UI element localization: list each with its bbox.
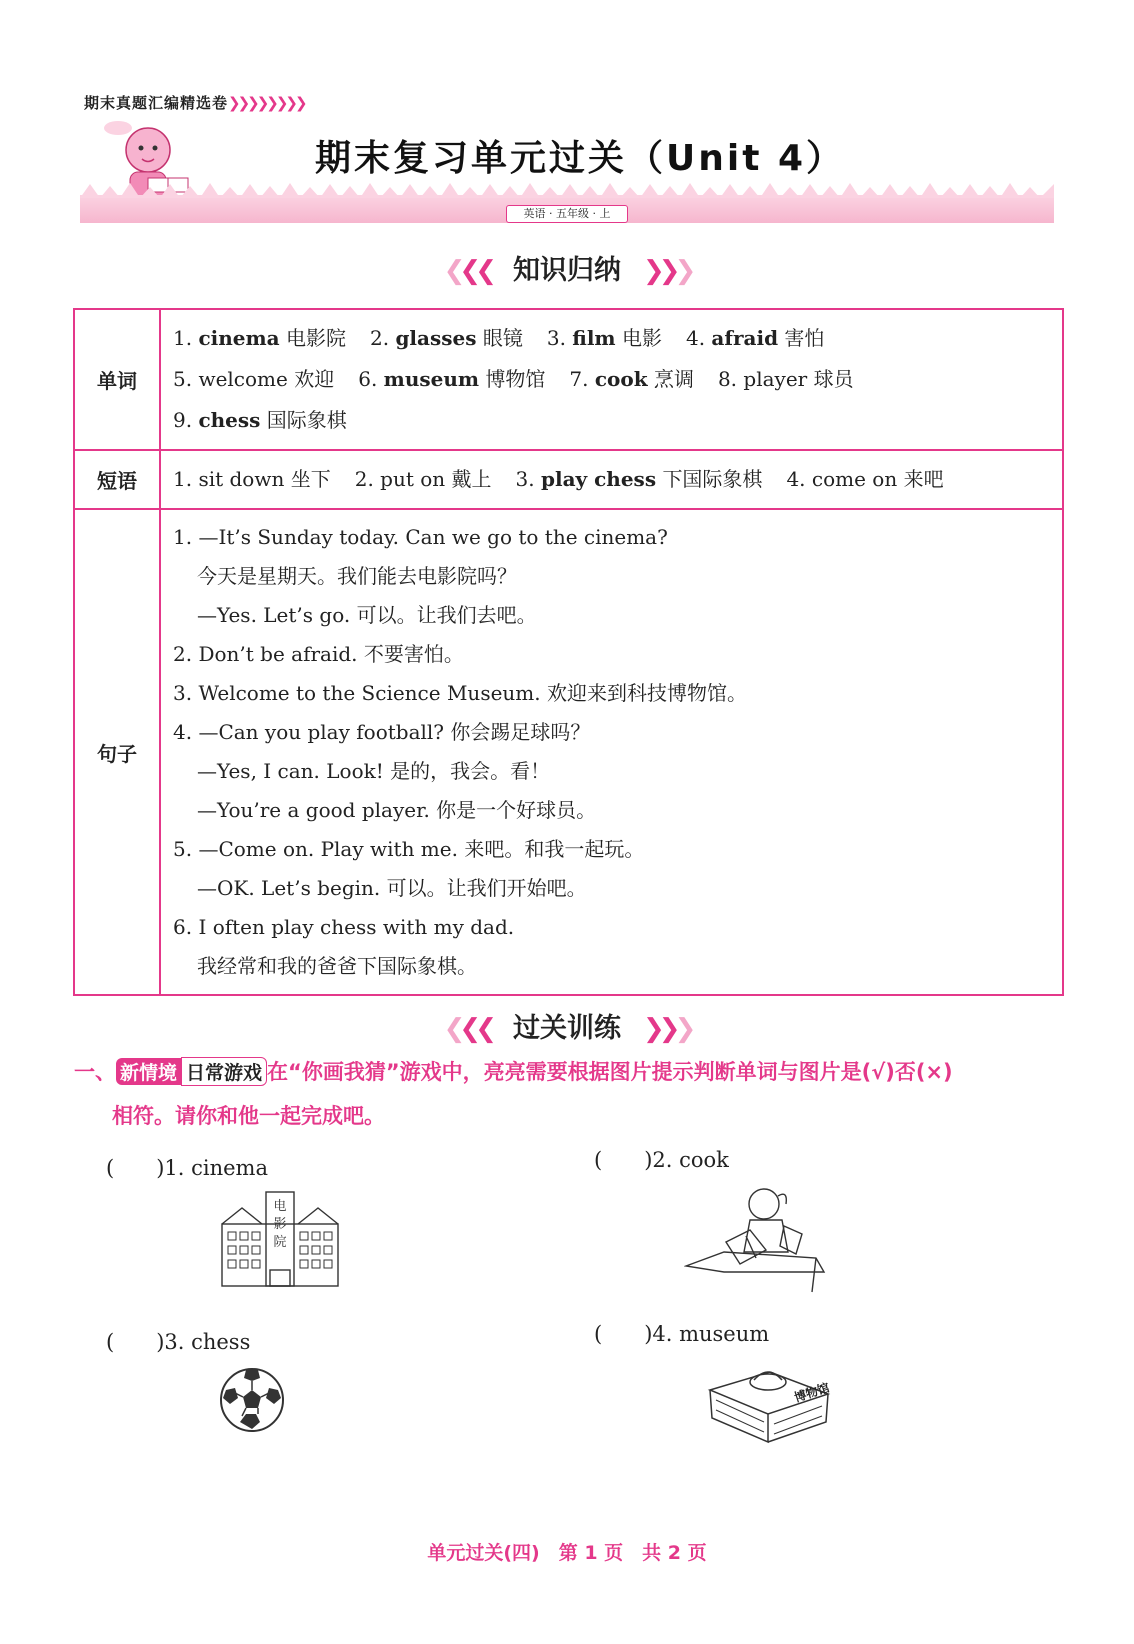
- words-line: [173, 359, 1050, 400]
- phrases-content: [160, 450, 1063, 509]
- words-number: 3.: [546, 326, 566, 350]
- words-chinese: 电影院: [285, 326, 346, 350]
- words-english: cook: [594, 367, 648, 391]
- words-english: cinema: [198, 326, 280, 350]
- cinema-sign-char-3: 院: [273, 1235, 287, 1250]
- subject-grade-badge: 英语 · 五年级 · 上: [506, 205, 628, 223]
- phrases-english: sit down: [198, 467, 285, 491]
- phrases-row: [74, 450, 1063, 509]
- words-chinese: 害怕: [784, 326, 825, 350]
- words-english: welcome: [198, 367, 288, 391]
- museum-sign: 博物馆: [792, 1380, 832, 1405]
- sentence-line: —You’re a good player. 你是一个好球员。: [197, 798, 597, 822]
- section-title: 过关训练: [513, 1013, 621, 1044]
- question-text-line-1: 在“你画我猜”游戏中，亮亮需要根据图片提示判断单词与图片是(√)否(×): [267, 1060, 953, 1084]
- phrases-english: play chess: [540, 467, 657, 491]
- question-text-line-2: 相符。请你和他一起完成吧。: [112, 1104, 385, 1128]
- words-number: 5.: [173, 367, 193, 391]
- words-chinese: 烹调: [653, 367, 694, 391]
- phrases-entry: [355, 467, 492, 491]
- question-1-prompt: [74, 1056, 953, 1086]
- phrases-number: 1.: [173, 467, 193, 491]
- words-number: 9.: [173, 408, 193, 432]
- words-number: 6.: [358, 367, 378, 391]
- series-text: 期末真题汇编精选卷: [84, 94, 229, 112]
- phrases-entry: [786, 467, 943, 491]
- words-number: 2.: [369, 326, 390, 350]
- words-english: glasses: [395, 326, 477, 350]
- girl-reading-book-picture: [684, 1180, 830, 1294]
- page-footer: 单元过关(四) 第 1 页 共 2 页: [427, 1542, 707, 1564]
- knowledge-table: [73, 308, 1064, 996]
- cinema-sign-char-1: 电: [273, 1199, 287, 1214]
- sentence-line: 6. I often play chess with my dad.: [173, 915, 515, 939]
- phrases-entry: [516, 467, 763, 491]
- chevrons-icon: ❯❯❯❯❯❯❯❯: [228, 94, 305, 112]
- words-entry: [370, 326, 523, 350]
- sentence-line: —Yes. Let’s go. 可以。让我们去吧。: [197, 603, 537, 627]
- words-english: afraid: [711, 326, 779, 350]
- words-entry: [173, 367, 334, 391]
- new-context-tag: 新情境: [116, 1058, 181, 1085]
- right-arrows-icon: ❯❯❯: [643, 256, 691, 286]
- words-line: [173, 318, 1050, 359]
- right-arrows-icon: ❯❯❯: [643, 1014, 691, 1044]
- words-line: [173, 400, 1050, 441]
- phrases-number: 4.: [786, 467, 806, 491]
- item-2-label[interactable]: ( )2. cook: [594, 1148, 729, 1172]
- words-content: [160, 309, 1063, 450]
- phrases-label: 短语: [74, 450, 160, 509]
- item-3-label[interactable]: ( )3. chess: [106, 1330, 251, 1354]
- words-chinese: 博物馆: [485, 367, 546, 391]
- series-title: [84, 92, 305, 113]
- item-4-label[interactable]: ( )4. museum: [594, 1322, 770, 1346]
- sentence-line: —OK. Let’s begin. 可以。让我们开始吧。: [197, 876, 587, 900]
- phrases-chinese: 来吧: [903, 467, 944, 491]
- sentence-line: 我经常和我的爸爸下国际象棋。: [197, 954, 477, 978]
- words-entry: [358, 367, 545, 391]
- words-number: 8.: [717, 367, 738, 391]
- words-english: chess: [198, 408, 261, 432]
- section-heading-practice: [0, 1006, 1134, 1045]
- words-english: player: [743, 367, 808, 391]
- left-arrows-icon: ❮❮❮: [443, 1014, 491, 1044]
- left-arrows-icon: ❮❮❮: [443, 256, 491, 286]
- daily-game-tag: 日常游戏: [181, 1057, 267, 1086]
- words-number: 1.: [173, 326, 193, 350]
- words-english: museum: [383, 367, 480, 391]
- phrases-number: 2.: [354, 467, 374, 491]
- sentence-line: —Yes, I can. Look! 是的，我会。看！: [197, 759, 551, 783]
- cinema-sign-char-2: 影: [273, 1217, 287, 1232]
- words-number: 7.: [569, 367, 589, 391]
- words-label: 单词: [74, 309, 160, 450]
- words-number: 4.: [685, 326, 706, 350]
- football-picture: [218, 1366, 286, 1434]
- sentence-line: 4. —Can you play football? 你会踢足球吗？: [173, 720, 591, 744]
- words-entry: [173, 408, 347, 432]
- sentence-line: 2. Don’t be afraid. 不要害怕。: [173, 642, 464, 666]
- words-entry: [173, 326, 346, 350]
- words-chinese: 电影: [621, 326, 662, 350]
- phrases-english: come on: [811, 467, 898, 491]
- sentence-line: 5. —Come on. Play with me. 来吧。和我一起玩。: [173, 837, 645, 861]
- phrases-english: put on: [380, 467, 446, 491]
- phrases-line: [173, 459, 1050, 500]
- words-chinese: 欢迎: [294, 367, 335, 391]
- words-entry: [569, 367, 694, 391]
- question-number: 一、: [74, 1060, 116, 1084]
- phrases-chinese: 下国际象棋: [662, 467, 763, 491]
- cinema-building-picture: [218, 1190, 342, 1288]
- words-entry: [547, 326, 662, 350]
- words-entry: [686, 326, 824, 350]
- phrases-entry: [173, 467, 331, 491]
- museum-building-picture: [706, 1360, 832, 1444]
- words-row: [74, 309, 1063, 450]
- page-title: 期末复习单元过关（Unit 4）: [315, 138, 845, 179]
- words-chinese: 球员: [813, 367, 854, 391]
- sentences-label: 句子: [74, 509, 160, 995]
- words-chinese: 眼镜: [482, 326, 523, 350]
- phrases-chinese: 坐下: [290, 467, 331, 491]
- sentence-line: 3. Welcome to the Science Museum. 欢迎来到科技博物馆。: [173, 681, 747, 705]
- grass-decoration: [80, 180, 1054, 198]
- section-title: 知识归纳: [513, 255, 621, 286]
- sentences-row: [74, 509, 1063, 995]
- words-english: film: [572, 326, 616, 350]
- sentences-content: [160, 509, 1063, 995]
- words-entry: [718, 367, 854, 391]
- sentence-line: 1. —It’s Sunday today. Can we go to the cinema?: [173, 525, 668, 549]
- words-chinese: 国际象棋: [266, 408, 347, 432]
- section-heading-knowledge: [0, 248, 1134, 287]
- item-1-label[interactable]: ( )1. cinema: [106, 1156, 268, 1180]
- phrases-number: 3.: [515, 467, 535, 491]
- phrases-chinese: 戴上: [451, 467, 492, 491]
- sentence-line: 今天是星期天。我们能去电影院吗？: [197, 564, 517, 588]
